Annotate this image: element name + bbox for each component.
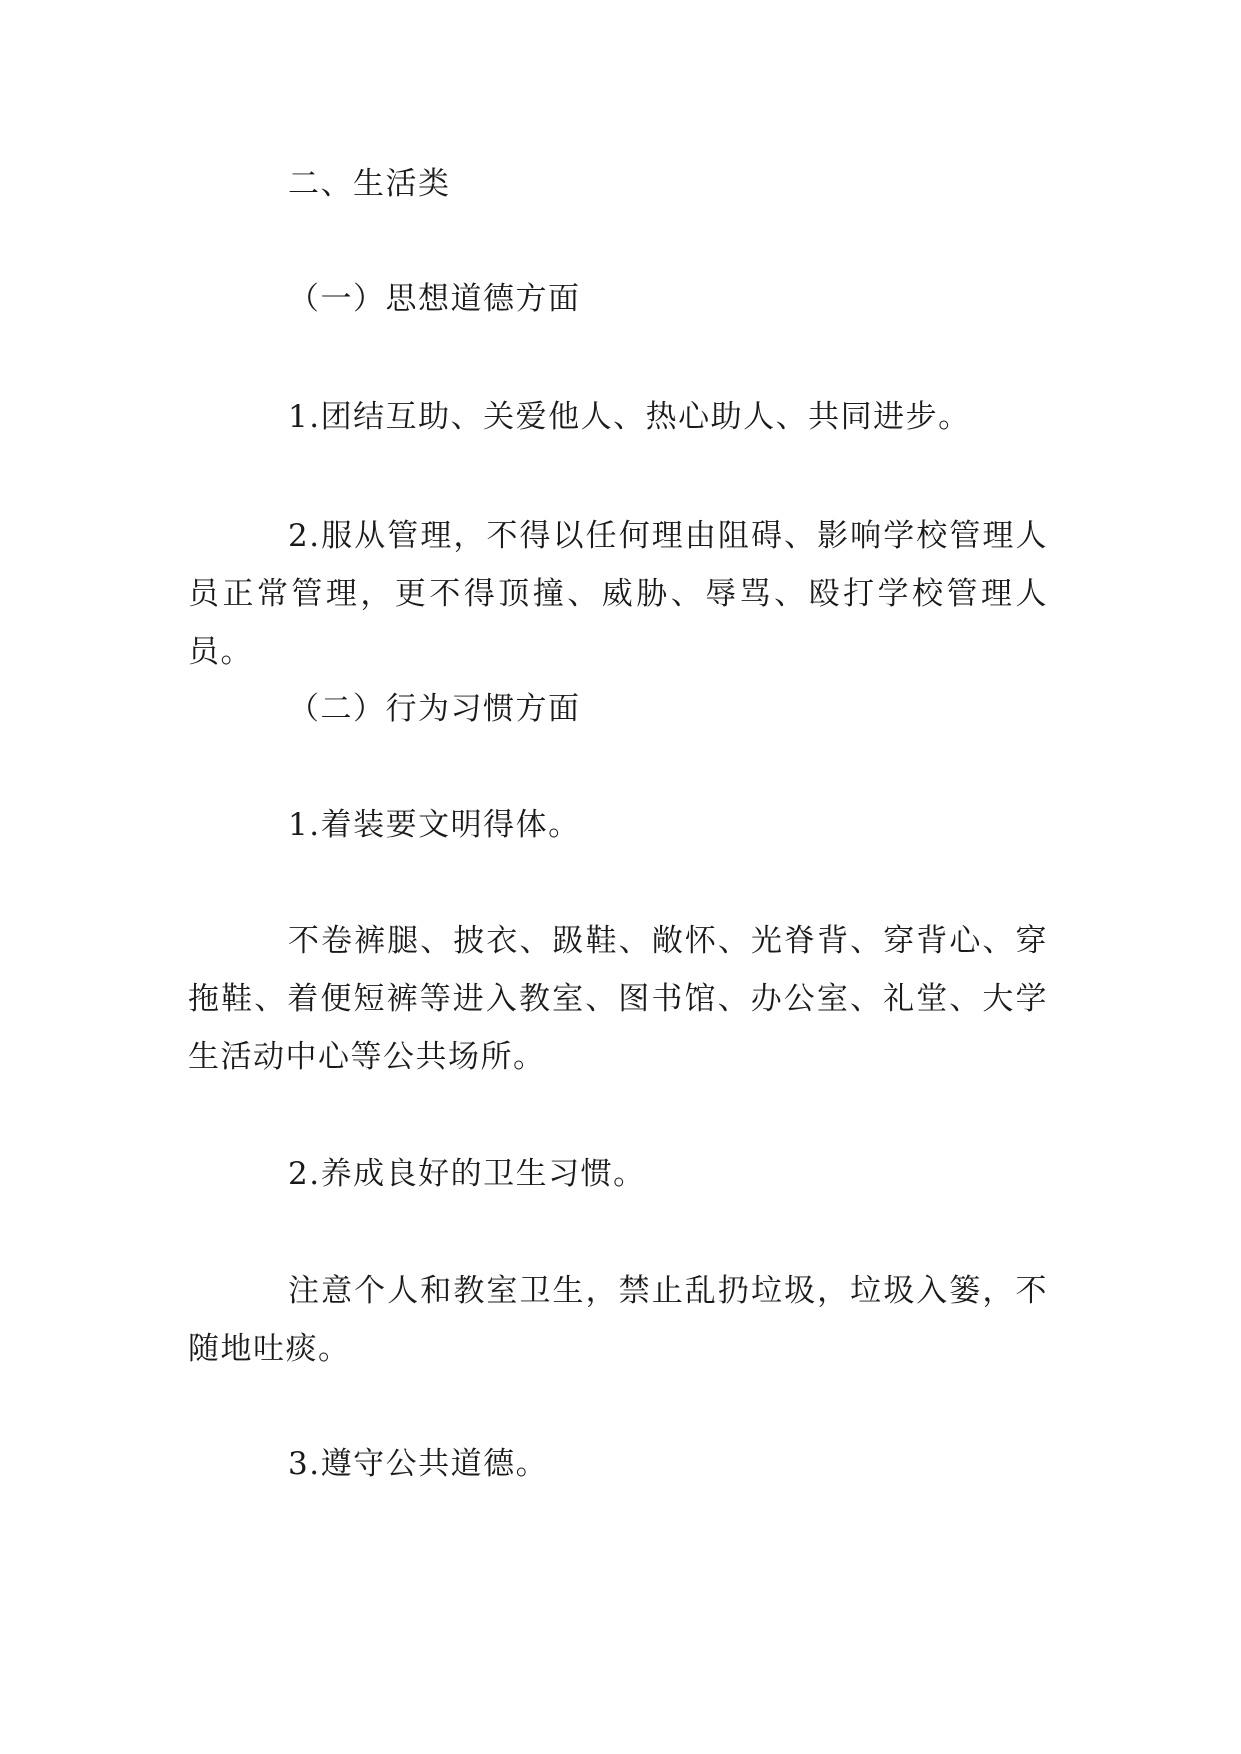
moral-item-2: 2.服从管理，不得以任何理由阻碍、影响学校管理人员正常管理，更不得顶撞、威胁、辱骂、殴打学校管理人员。 (188, 518, 1048, 670)
moral-item-1: 1.团结互助、关爱他人、热心助人、共同进步。 (288, 399, 971, 435)
behavior-item-1: 1.着装要文明得体。 (288, 807, 581, 843)
behavior-item-3: 3.遵守公共道德。 (288, 1446, 549, 1482)
behavior-item-2-detail: 注意个人和教室卫生，禁止乱扔垃圾，垃圾入篓，不随地吐痰。 (188, 1273, 1048, 1367)
behavior-item-1-detail: 不卷裤腿、披衣、趿鞋、敞怀、光脊背、穿背心、穿拖鞋、着便短裤等进入教室、图书馆、办公室、礼堂、大学生活动中心等公共场所。 (188, 923, 1048, 1075)
behavior-item-2: 2.养成良好的卫生习惯。 (288, 1156, 646, 1192)
section-title: 二、生活类 (288, 166, 451, 202)
subsection-title-behavior: （二）行为习惯方面 (288, 691, 581, 727)
subsection-title-moral: （一）思想道德方面 (288, 281, 581, 317)
